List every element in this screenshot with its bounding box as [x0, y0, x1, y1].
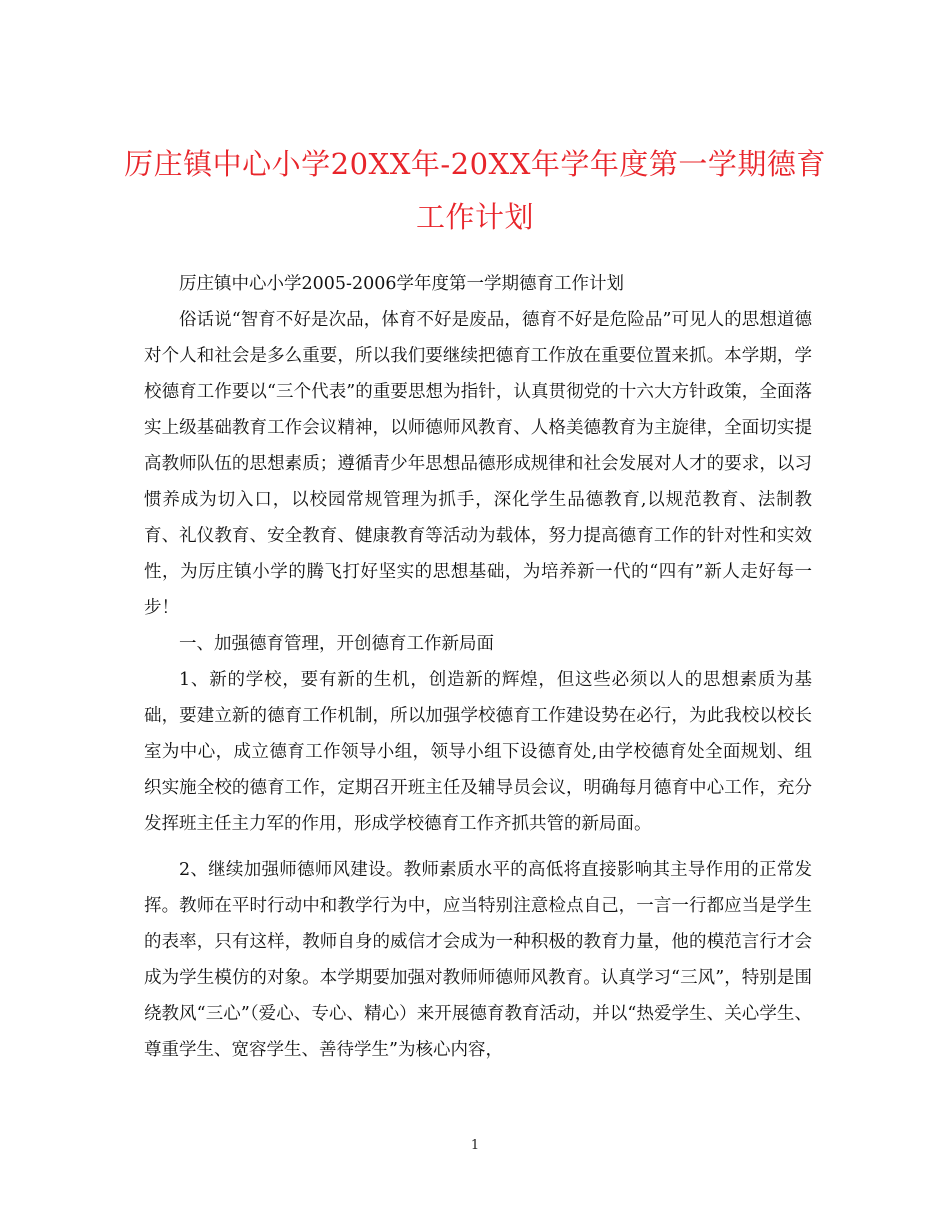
document-title: 厉庄镇中心小学20XX年-20XX年学年度第一学期德育工作计划: [124, 147, 826, 234]
subtitle-paragraph: 厉庄镇中心小学2005-2006学年度第一学期德育工作计划: [179, 274, 624, 294]
intro-paragraph: 俗话说“智育不好是次品，体育不好是废品，德育不好是危险品”可见人的思想道德对个人和社会是多么重要，所以我们要继续把德育工作放在重要位置来抓。本学期，学校德育工作要以“三个代表”的重要思想为指针，认真贯彻党的十六大方针政策，全面落实上级基础教育工作会议精神，以师德师风教育、人格美德教育为主旋律，全面切实提高教师队伍的思想素质；遵循青少年思想品德形成规律和社会发展对人才的要求，以习惯养成为切入口，以校园常规管理为抓手，深化学生品德教育,以规范教育、法制教育、礼仪教育、安全教育、健康教育等活动为载体，努力提高德育工作的针对性和实效性，为厉庄镇小学的腾飞打好坚实的思想基础，为培养新一代的“四有”新人走好每一步！: [144, 310, 812, 618]
document-body: [144, 266, 812, 1068]
section-heading-1: 一、加强德育管理，开创德育工作新局面: [179, 634, 494, 654]
page-number: 1: [470, 1138, 480, 1153]
item-paragraph-1: 1、新的学校，要有新的生机，创造新的辉煌，但这些必须以人的思想素质为基础，要建立新的德育工作机制，所以加强学校德育工作建设势在必行，为此我校以校长室为中心，成立德育工作领导小组，领导小组下设德育处,由学校德育处全面规划、组织实施全校的德育工作，定期召开班主任及辅导员会议，明确每月德育中心工作，充分发挥班主任主力军的作用，形成学校德育工作齐抓共管的新局面。: [144, 670, 812, 834]
item-paragraph-2: 2、继续加强师德师风建设。教师素质水平的高低将直接影响其主导作用的正常发挥。教师在平时行动中和教学行为中，应当特别注意检点自己，一言一行都应当是学生的表率，只有这样，教师自身的威信才会成为一种积极的教育力量，他的模范言行才会成为学生模仿的对象。本学期要加强对教师师德师风教育。认真学习“三风”，特别是围绕教风“三心”（爱心、专心、精心）来开展德育教育活动，并以“热爱学生、关心学生、尊重学生、宽容学生、善待学生”为核心内容，: [144, 860, 812, 1060]
